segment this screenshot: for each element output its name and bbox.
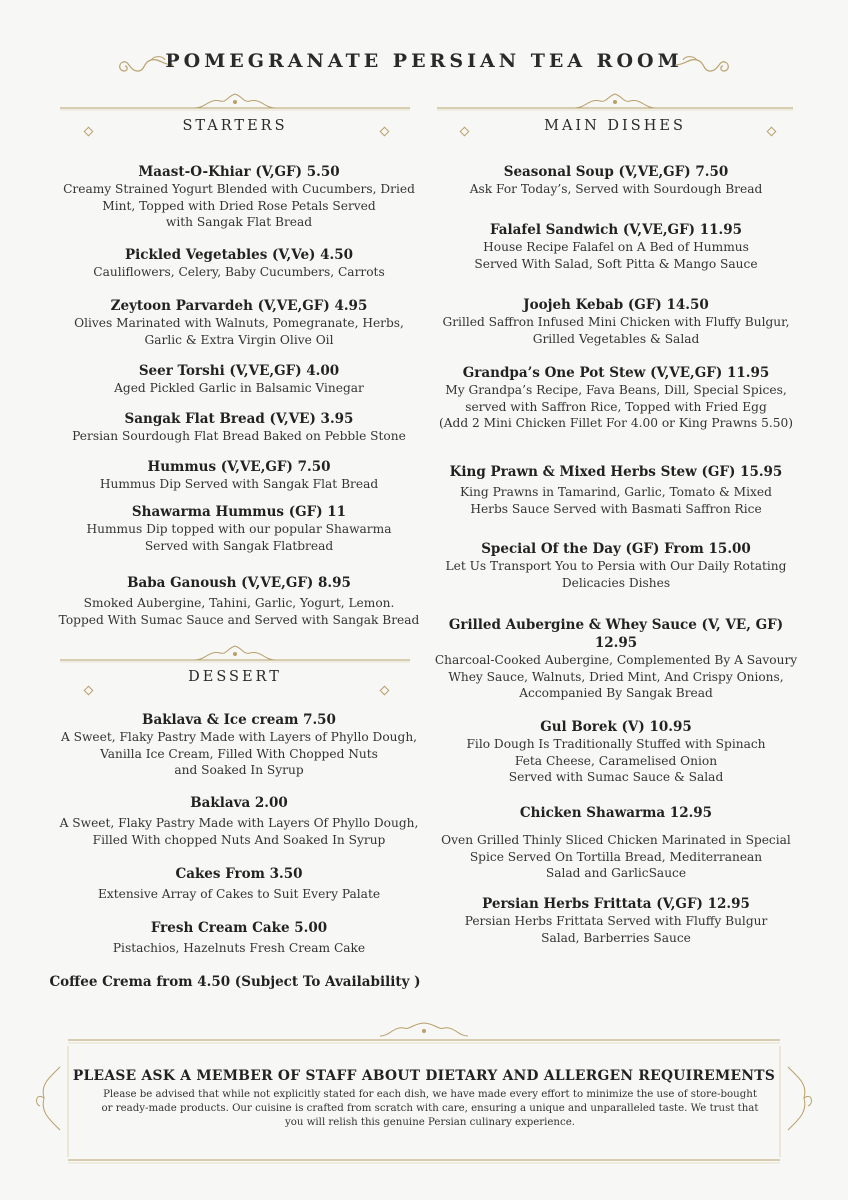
menu-item-description: A Sweet, Flaky Pastry Made with Layers of Phyllo Dough, Vanilla Ice Cream, Filled With Chopped Nuts and Soaked In Syrup (60, 730, 418, 777)
menu-item-name: Fresh Cream Cake 5.00 (150, 920, 328, 936)
dessert-left-diamond-icon (84, 686, 94, 696)
mains-ornamental-divider (437, 92, 793, 112)
menu-item-description: Cauliflowers, Celery, Baby Cucumbers, Carrots (93, 265, 385, 279)
menu-item (56, 794, 422, 848)
menu-item (60, 246, 418, 281)
menu-item-name: Baklava 2.00 (190, 795, 288, 811)
menu-item-name: Special Of the Day (GF) From 15.00 (481, 541, 751, 557)
menu-item-description: Oven Grilled Thinly Sliced Chicken Marinated in Special Spice Served On Tortilla Bread, Mediterranean Salad and GarlicSauce (441, 833, 791, 880)
menu-item-description: My Grandpa’s Recipe, Fava Beans, Dill, Special Spices, served with Saffron Rice, Topped with Fried Egg (Add 2 Mini Chicken Fillet For 4.00 or King Prawns 5.50) (438, 383, 793, 430)
menu-item (56, 865, 422, 903)
starters-ornamental-divider (60, 92, 410, 112)
menu-item-description: Hummus Dip Served with Sangak Flat Bread (99, 477, 379, 491)
menu-item-description: House Recipe Falafel on A Bed of Hummus Served With Salad, Soft Pitta & Mango Sauce (474, 240, 758, 271)
menu-item (437, 163, 795, 198)
menu-item-name: Seer Torshi (V,VE,GF) 4.00 (138, 363, 340, 379)
menu-item-description: Pistachios, Hazelnuts Fresh Cream Cake (112, 941, 366, 955)
menu-item-name: King Prawn & Mixed Herbs Stew (GF) 15.95 (449, 464, 783, 480)
menu-item-name: Hummus (V,VE,GF) 7.50 (147, 459, 331, 475)
menu-item (437, 296, 795, 347)
menu-item-name: Maast-O-Khiar (V,GF) 5.50 (138, 164, 340, 180)
menu-item (430, 616, 802, 702)
dessert-ornamental-divider (60, 644, 410, 664)
menu-item-description: Filo Dough Is Traditionally Stuffed with Spinach Feta Cheese, Caramelised Onion Served with Sumac Sauce & Salad (466, 737, 766, 784)
menu-item (437, 718, 795, 786)
menu-item-name: Baba Ganoush (V,VE,GF) 8.95 (127, 575, 351, 591)
menu-item (60, 458, 418, 493)
menu-item-description: Creamy Strained Yogurt Blended with Cucumbers, Dried Mint, Topped with Dried Rose Petals Served with Sangak Flat Bread (63, 182, 415, 229)
menu-item-name: Gul Borek (V) 10.95 (540, 719, 692, 735)
menu-item (437, 540, 795, 591)
coffee-item-name: Coffee Crema from 4.50 (Subject To Availability ) (49, 974, 421, 990)
menu-item (56, 919, 422, 957)
menu-item-name: Joojeh Kebab (GF) 14.50 (523, 297, 709, 313)
menu-item-description: Charcoal-Cooked Aubergine, Complemented By A Savoury Whey Sauce, Walnuts, Dried Mint, And Crispy Onions, Accompanied By Sangak Bread (434, 653, 798, 700)
menu-item-description: Extensive Array of Cakes to Suit Every Palate (97, 887, 381, 901)
menu-item-name: Cakes From 3.50 (175, 866, 303, 882)
menu-item (56, 711, 422, 779)
dessert-heading: DESSERT (188, 669, 282, 685)
menu-item (437, 804, 795, 882)
menu-item (60, 163, 418, 231)
allergen-notice-title: PLEASE ASK A MEMBER OF STAFF ABOUT DIETARY AND ALLERGEN REQUIREMENTS (72, 1068, 776, 1084)
menu-item (437, 221, 795, 272)
menu-item-name: Grandpa’s One Pot Stew (V,VE,GF) 11.95 (462, 365, 770, 381)
mains-heading: MAIN DISHES (544, 118, 686, 134)
dessert-right-diamond-icon (380, 686, 390, 696)
menu-item-description: Ask For Today’s, Served with Sourdough Bread (469, 182, 763, 196)
menu-item-name: Seasonal Soup (V,VE,GF) 7.50 (503, 164, 729, 180)
menu-item-description: Let Us Transport You to Persia with Our Daily Rotating Delicacies Dishes (445, 559, 787, 590)
menu-item-description: Aged Pickled Garlic in Balsamic Vinegar (114, 381, 364, 395)
right-title-flourish-icon (673, 52, 733, 78)
menu-item-name: Persian Herbs Frittata (V,GF) 12.95 (482, 896, 750, 912)
menu-item-description: Grilled Saffron Infused Mini Chicken with Fluffy Bulgur, Grilled Vegetables & Salad (442, 315, 790, 346)
menu-item (60, 503, 418, 554)
menu-item-description: Smoked Aubergine, Tahini, Garlic, Yogurt, Lemon. Topped With Sumac Sauce and Served with Sangak Bread (58, 596, 420, 627)
allergen-notice-body: Please be advised that while not explicitly stated for each dish, we have made every effort to minimize the use of store-bought or ready-made products. Our cuisine is crafted from scratch with care, ensuring a unique and unparalleled taste. We trust that you will relish this genuine Persian culinary experience. (101, 1089, 759, 1128)
menu-item (56, 574, 422, 628)
menu-item (60, 362, 418, 397)
menu-title: POMEGRANATE PERSIAN TEA ROOM (165, 50, 683, 72)
menu-item-name: Pickled Vegetables (V,Ve) 4.50 (125, 247, 353, 263)
menu-item-name: Baklava & Ice cream 7.50 (142, 712, 336, 728)
menu-item-description: King Prawns in Tamarind, Garlic, Tomato & Mixed Herbs Sauce Served with Basmati Saffron Rice (460, 485, 772, 516)
menu-item-name: Chicken Shawarma 12.95 (519, 805, 713, 821)
menu-item (60, 297, 418, 348)
menu-item-description: Persian Herbs Frittata Served with Fluffy Bulgur Salad, Barberries Sauce (464, 914, 768, 945)
coffee-item (48, 973, 422, 991)
starters-heading: STARTERS (182, 118, 288, 134)
menu-item (437, 463, 795, 517)
menu-item (437, 364, 795, 432)
menu-item-name: Zeytoon Parvardeh (V,VE,GF) 4.95 (110, 298, 368, 314)
menu-item-description: Olives Marinated with Walnuts, Pomegranate, Herbs, Garlic & Extra Virgin Olive Oil (74, 316, 404, 347)
menu-item-name: Grilled Aubergine & Whey Sauce (V, VE, GF) 12.95 (448, 617, 784, 651)
menu-item (60, 410, 418, 445)
menu-item-description: Hummus Dip topped with our popular Shawarma Served with Sangak Flatbread (86, 522, 392, 553)
menu-item-description: Persian Sourdough Flat Bread Baked on Pebble Stone (72, 429, 406, 443)
menu-item (437, 895, 795, 946)
menu-item-description: A Sweet, Flaky Pastry Made with Layers Of Phyllo Dough, Filled With chopped Nuts And Soaked In Syrup (59, 816, 419, 847)
menu-item-name: Falafel Sandwich (V,VE,GF) 11.95 (489, 222, 743, 238)
menu-item-name: Shawarma Hummus (GF) 11 (131, 504, 347, 520)
menu-item-name: Sangak Flat Bread (V,VE) 3.95 (124, 411, 354, 427)
